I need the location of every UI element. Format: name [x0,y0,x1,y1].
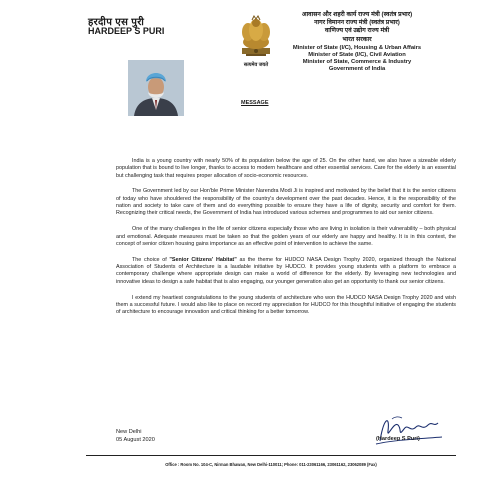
emblem-motto: सत्यमेव जयते [243,62,269,68]
designation-hindi-line: वाणिज्य एवं उद्योग राज्य मंत्री [324,27,390,35]
designation-english-line: Government of India [328,66,386,73]
body-paragraph: One of the many challenges in the life of senior citizens especially those who are living in isolation is their vulnerability – both physical and emotional. Adequate measures must be taken so that the golden years of our elderly are happy and healthy. It is in this context, the concept of senior citizen housing gains importance as an effective point of intervention to achieve the same. [116,226,456,247]
designation-english-line: Minister of State, Commerce & Industry [302,59,412,66]
office-address-footer: Office : Room No. 104-C, Nirman Bhawan, New Delhi-110011; Phone: 011-23061166, 23061162, 23062089 (Fax) [165,462,377,467]
closing-place: New Delhi [116,429,142,435]
body-paragraph: I extend my heartiest congratulations to the young students of architecture who won the HUDCO NASA Design Trophy 2020 and wish them a successful future. I would also like to place on record my appreciation for HUDCO for this thoughtful initiative of engaging the students of architecture to encourage innovation and critical thinking for a better tomorrow. [116,294,456,316]
designation-hindi-line: नागर विमानन राज्य मंत्री (स्वतंत्र प्रभार) [314,19,400,27]
body-paragraph: The Government led by our Hon'ble Prime Minister Narendra Modi Ji is inspired and motivated by the belief that it is the senior citizens of today who have shouldered the responsibility of the country's development over the past decades. Hence, it is the responsibility of the nation and society to take care of them and do everything possible to ensure they have a life of dignity, security and comfort for them. Recognizing their critical needs, the Government of India has introduced various schemes and programmes to aid our senior citizens. [116,188,456,217]
theme-highlight: "Senior Citizens' Habitat" [169,256,237,263]
designation-english-line: Minister of State (I/C), Civil Aviation [308,52,406,59]
minister-portrait [128,60,184,116]
footer-divider [86,455,456,456]
theme-paragraph [116,257,456,286]
minister-designation-block [262,11,452,74]
designation-hindi-line: आवासन और शहरी कार्य राज्य मंत्री (स्वतंत्र प्रभार) [301,11,413,18]
message-heading: MESSAGE [241,100,269,106]
theme-prefix: The choice of [132,256,170,263]
theme-suffix: as the theme for HUDCO NASA Design Trophy 2020, organized through the National Association of Students of Architecture is a laudable initiative by HUDCO. It provides young students with a platform to embrace a contemporary challenge where appropriate design can make a world of difference for the elderly. By leveraging new technologies and innovative ideas to design a safe habitat that is also engaging, our younger generation also get an opportunity to thank our senior citizens. [116,256,456,285]
minister-name-hindi: हरदीप एस पुरी [88,17,145,28]
signer-name: (Hardeep S Puri) [376,436,420,442]
designation-hindi-line: भारत सरकार [342,35,372,43]
body-paragraph: India is a young country with nearly 50% of its population below the age of 25. On the other hand, we also have a sizeable elderly population that is bound to live longer, thanks to access to modern healthcare and other essential services. Care for the elderly is an essential but challenging task that requires proper allocation of socio-economic resources. [116,158,456,179]
minister-name-english: HARDEEP S PURI [88,26,165,36]
handwritten-signature [372,411,446,449]
message-body [116,158,456,325]
closing-place-date [116,428,155,444]
designation-english-line: Minister of State (I/C), Housing & Urban Affairs [292,44,422,51]
closing-date: 05 August 2020 [116,437,155,443]
